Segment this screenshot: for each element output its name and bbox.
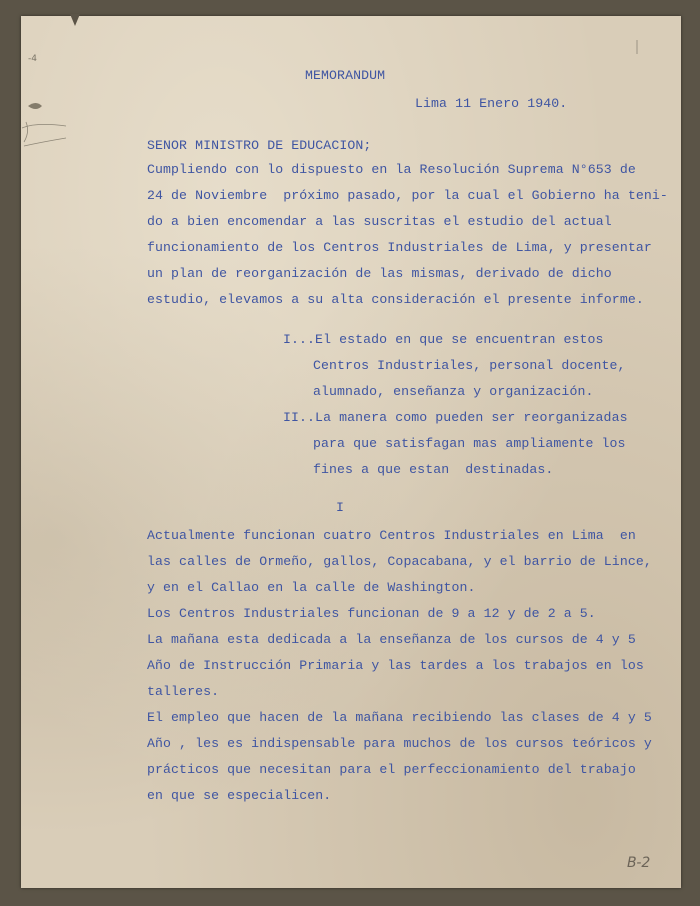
list-item-continuation: fines a que estan destinadas. [313, 462, 554, 477]
page-mark: B-2 [627, 855, 651, 871]
body-line: las calles de Ormeño, gallos, Copacabana, y el barrio de Lince, [147, 554, 652, 569]
intro-line: Cumpliendo con lo dispuesto en la Resolución Suprema N°653 de [147, 162, 636, 177]
body-line: Año de Instrucción Primaria y las tardes a los trabajos en los [147, 658, 644, 673]
ink-blot [28, 103, 42, 109]
memo-title: MEMORANDUM [305, 68, 386, 83]
list-item-continuation: alumnado, enseñanza y organización. [313, 384, 594, 399]
margin-mark: -4 [28, 54, 37, 64]
pencil-stroke [22, 124, 66, 128]
intro-line: un plan de reorganización de las mismas, derivado de dicho [147, 266, 612, 281]
body-line: talleres. [147, 684, 220, 699]
body-line: en que se especialicen. [147, 788, 332, 803]
salutation: SENOR MINISTRO DE EDUCACION; [147, 138, 372, 153]
body-line: La mañana esta dedicada a la enseñanza de los cursos de 4 y 5 [147, 632, 636, 647]
list-item-lead: II..La manera como pueden ser reorganizadas [283, 410, 628, 425]
pencil-stroke [24, 138, 66, 146]
intro-line: 24 de Noviembre próximo pasado, por la cual el Gobierno ha teni- [147, 188, 668, 203]
list-item-continuation: para que satisfagan mas ampliamente los [313, 436, 626, 451]
body-line: y en el Callao en la calle de Washington. [147, 580, 476, 595]
list-item-continuation: Centros Industriales, personal docente, [313, 358, 626, 373]
body-line: El empleo que hacen de la mañana recibiendo las clases de 4 y 5 [147, 710, 652, 725]
body-line: Los Centros Industriales funcionan de 9 a 12 y de 2 a 5. [147, 606, 596, 621]
intro-line: estudio, elevamos a su alta consideración el presente informe. [147, 292, 644, 307]
intro-line: do a bien encomendar a las suscritas el estudio del actual [147, 214, 612, 229]
body-line: Año , les es indispensable para muchos de los cursos teóricos y [147, 736, 652, 751]
pencil-stroke [24, 122, 28, 142]
memo-date: Lima 11 Enero 1940. [415, 96, 568, 111]
body-line: Actualmente funcionan cuatro Centros Industriales en Lima en [147, 528, 636, 543]
intro-line: funcionamiento de los Centros Industriales de Lima, y presentar [147, 240, 652, 255]
body-line: prácticos que necesitan para el perfeccionamiento del trabajo [147, 762, 636, 777]
list-item-lead: I...El estado en que se encuentran estos [283, 332, 604, 347]
section-heading: I [336, 500, 345, 515]
